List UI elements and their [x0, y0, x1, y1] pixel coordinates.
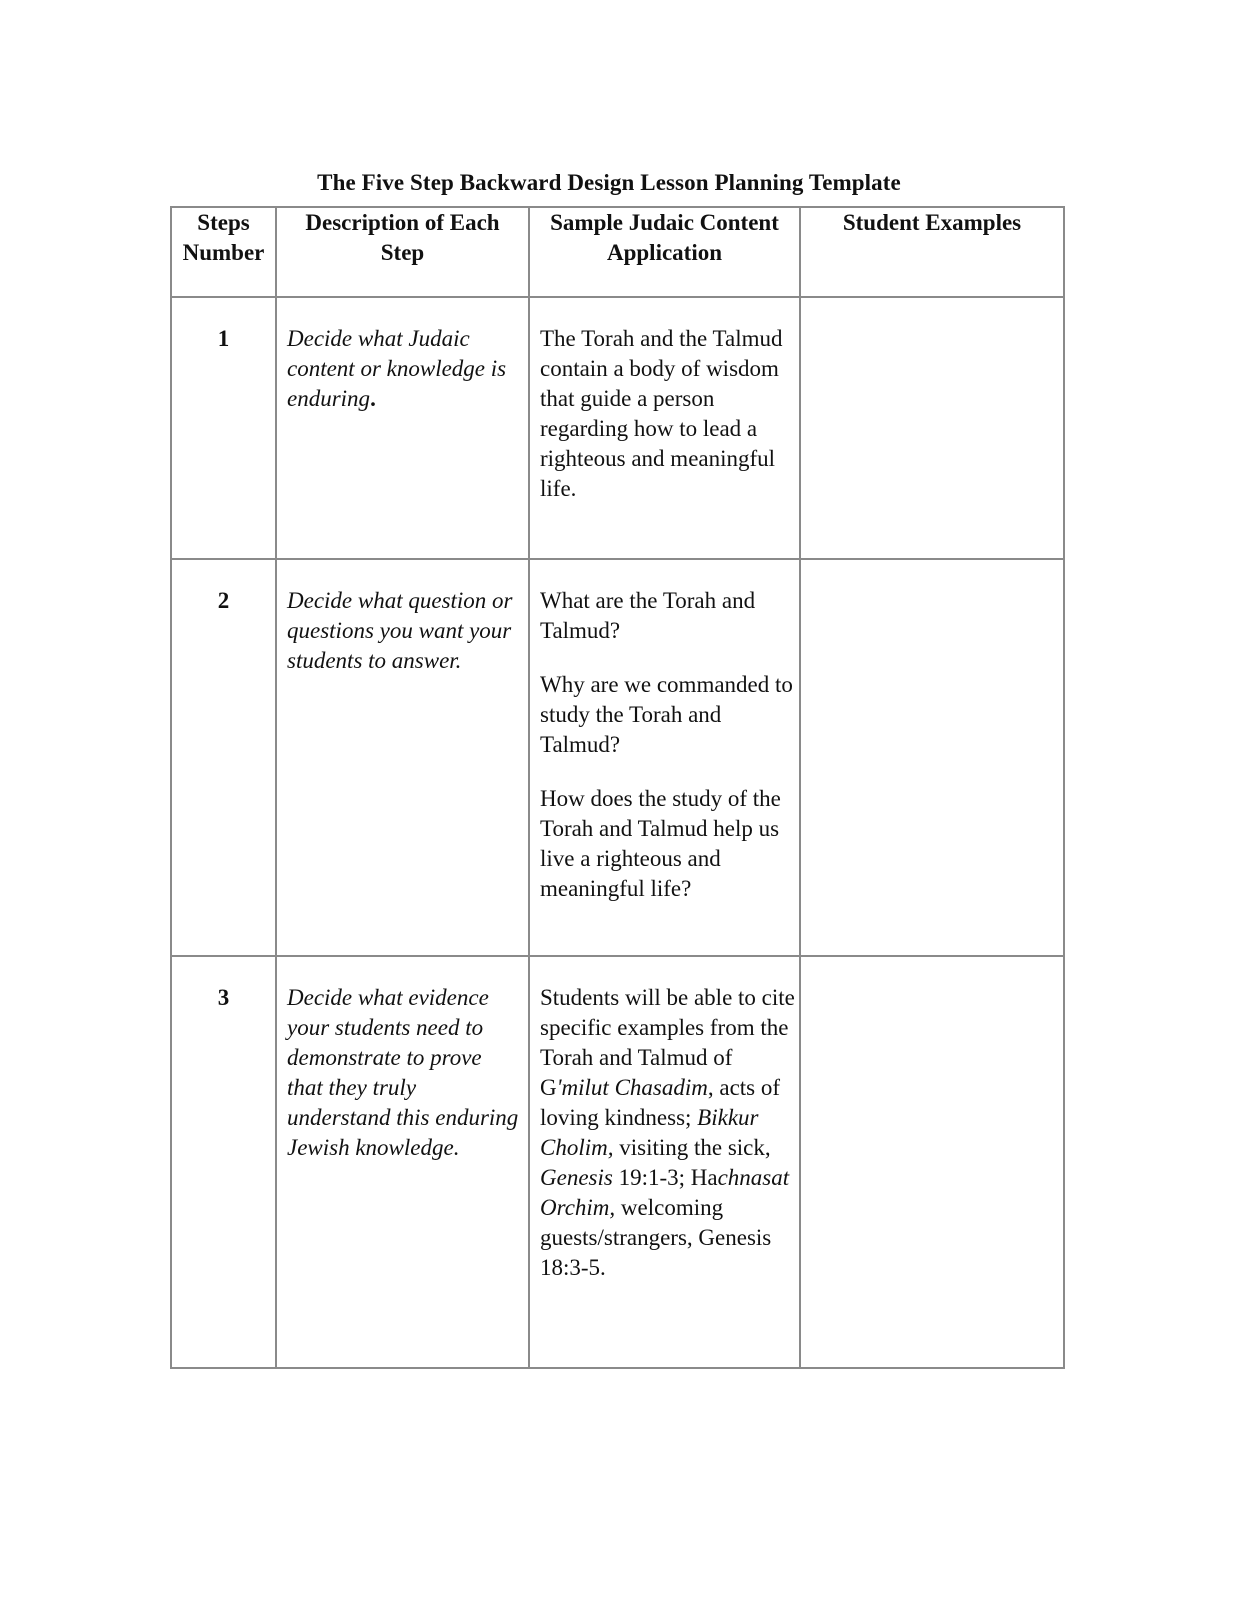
application-text: Students will be able to cite specific examples from the Torah and Talmud of G — [540, 985, 795, 1100]
student-examples-cell[interactable] — [800, 559, 1064, 956]
step-description-period: . — [370, 386, 376, 411]
header-description: Description of Each Step — [276, 207, 529, 297]
application-text: visiting the sick, — [613, 1135, 771, 1160]
step-number: 2 — [171, 559, 276, 956]
application-paragraph: Why are we commanded to study the Torah and Talmud? — [540, 672, 793, 757]
step-description-text: Decide what Judaic content or knowledge is enduring — [287, 326, 507, 411]
application-text: , acts of loving kindness; — [540, 1075, 781, 1130]
student-examples-cell[interactable] — [800, 297, 1064, 559]
step-application — [529, 297, 800, 559]
header-application: Sample Judaic Content Application — [529, 207, 800, 297]
application-term: Genesis — [540, 1165, 613, 1190]
header-student-examples: Student Examples — [800, 207, 1064, 297]
step-application — [529, 956, 800, 1368]
application-term: Bikkur Cholim, — [540, 1105, 759, 1160]
step-number: 3 — [171, 956, 276, 1368]
application-paragraph: How does the study of the Torah and Talmud help us live a righteous and meaningful life? — [540, 786, 781, 901]
table-row — [171, 956, 1064, 1368]
application-term: chnasat Orchim, — [540, 1165, 790, 1220]
lesson-plan-table — [170, 206, 1065, 1369]
application-paragraph: The Torah and the Talmud contain a body of wisdom that guide a person regarding how to lead a righteous and meaningful life. — [540, 326, 783, 501]
table-row — [171, 297, 1064, 559]
step-application — [529, 559, 800, 956]
application-term: 'milut Chasadim — [556, 1075, 708, 1100]
header-steps-number: Steps Number — [171, 207, 276, 297]
table-row — [171, 559, 1064, 956]
application-text: 19:1-3; Ha — [612, 1165, 718, 1190]
application-paragraph — [540, 983, 795, 1283]
step-description: Decide what evidence your students need to demonstrate to prove that they truly understand this enduring Jewish knowledge. — [276, 956, 529, 1368]
step-description — [276, 297, 529, 559]
table-header-row — [171, 207, 1064, 297]
application-text: welcoming guests/strangers, Genesis 18:3-5. — [540, 1195, 772, 1280]
application-paragraph: What are the Torah and Talmud? — [540, 588, 756, 643]
document-title: The Five Step Backward Design Lesson Planning Template — [317, 170, 901, 195]
step-description: Decide what question or questions you want your students to answer. — [276, 559, 529, 956]
student-examples-cell[interactable] — [800, 956, 1064, 1368]
step-number: 1 — [171, 297, 276, 559]
